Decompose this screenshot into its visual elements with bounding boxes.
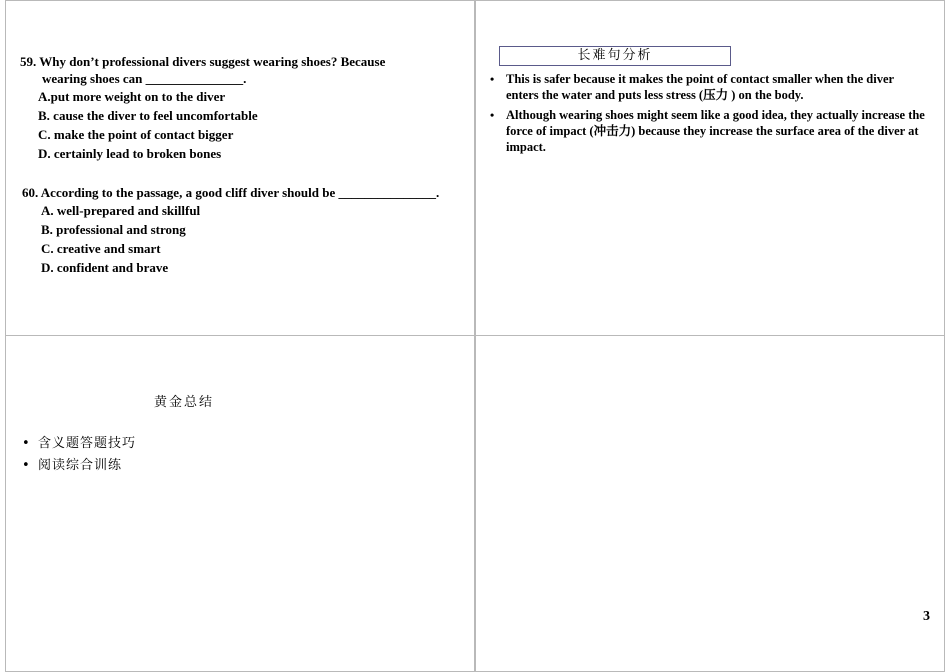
q59-option-b: B. cause the diver to feel uncomfortable <box>38 108 258 123</box>
q60-option-a: A. well-prepared and skillful <box>41 203 201 218</box>
q60-option-d: D. confident and brave <box>41 260 169 275</box>
summary-list <box>22 433 136 477</box>
analysis-title: 长难句分析 <box>499 46 731 66</box>
q60-option-c: C. creative and smart <box>41 241 161 256</box>
q59-option-d: D. certainly lead to broken bones <box>38 146 222 161</box>
page-number: 3 <box>923 609 930 624</box>
slide-panel-analysis <box>475 0 945 336</box>
question-59-stem-cont: wearing shoes can _______________. <box>42 71 247 86</box>
slide-panel-questions <box>5 0 475 336</box>
slide-panel-blank <box>475 335 945 672</box>
analysis-list <box>488 71 928 159</box>
question-60-stem: 60. According to the passage, a good cliff diver should be _______________. <box>22 185 440 200</box>
summary-title: 黄金总结 <box>154 395 215 410</box>
q60-option-b: B. professional and strong <box>41 222 186 237</box>
q59-option-a: A.put more weight on to the diver <box>38 89 226 104</box>
analysis-item: • This is safer because it makes the point of contact smaller when the diver enters the water and puts less stress (压力 ) on the body. <box>490 72 894 102</box>
q59-option-c: C. make the point of contact bigger <box>38 127 234 142</box>
summary-item: • 阅读综合训练 <box>22 458 123 473</box>
slide-panel-summary <box>5 335 475 672</box>
question-59-stem: 59. Why don’t professional divers suggest wearing shoes? Because <box>20 54 386 69</box>
summary-item: • 含义题答题技巧 <box>22 436 137 451</box>
analysis-item: • Although wearing shoes might seem like a good idea, they actually increase the force of impact (冲击力) because they increase the surface area of the diver at impact. <box>490 108 925 154</box>
